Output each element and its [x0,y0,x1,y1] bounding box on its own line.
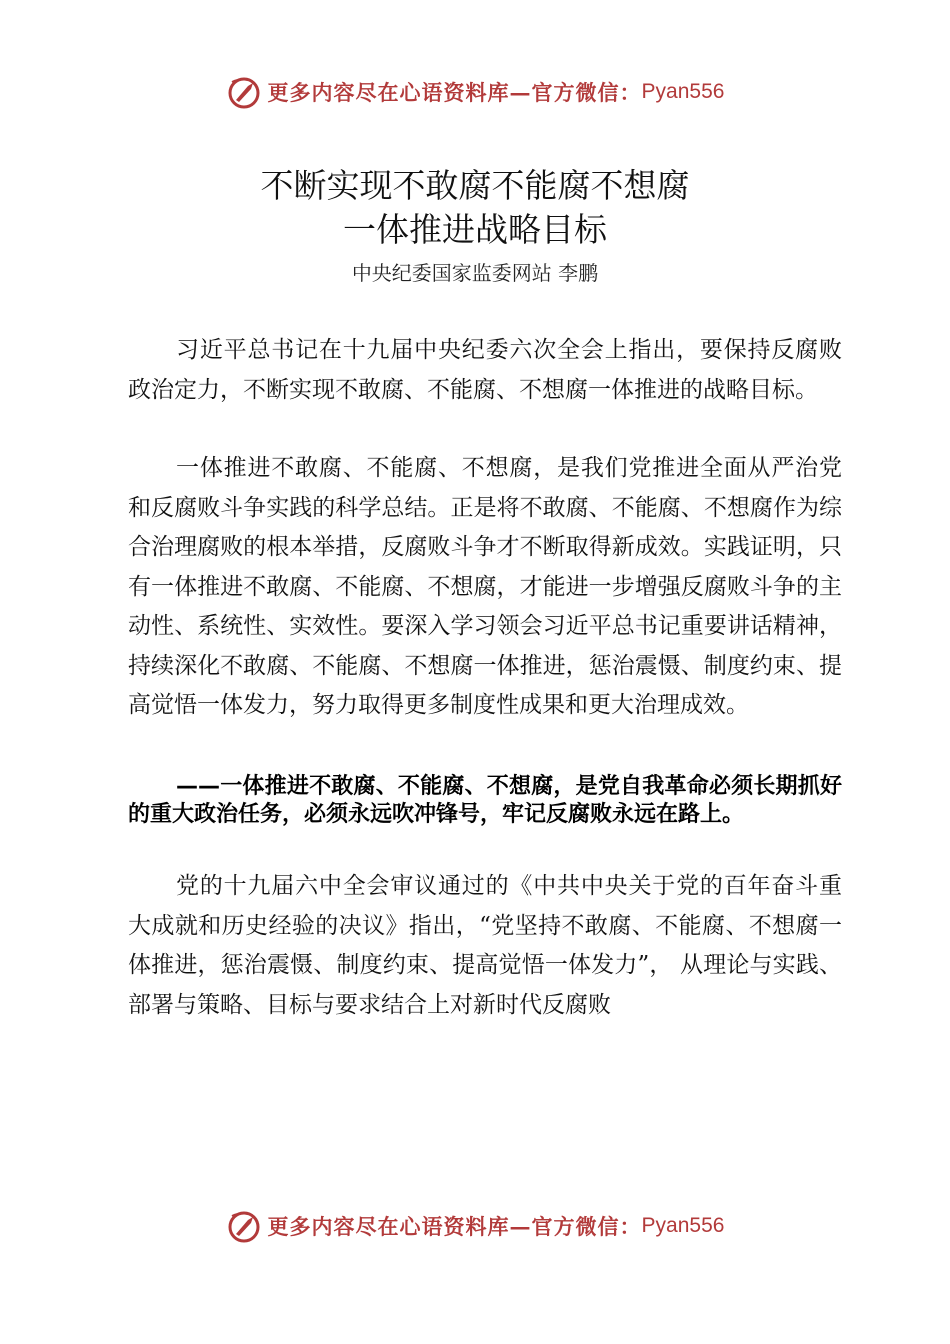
footer-banner [0,1208,950,1244]
section-heading: ——一体推进不敢腐、不能腐、不想腐，是党自我革命必须长期抓好的重大政治任务，必须永远吹冲锋号，牢记反腐败永远在路上。 [128,774,842,827]
footer-site-text: 更多内容尽在心语资料库—官方微信： [267,1214,642,1239]
pen-logo-icon [226,1208,262,1244]
article-title-line1: 不断实现不敢腐不能腐不想腐 [260,166,690,205]
banner-site-text: 更多内容尽在心语资料库—官方微信： [267,80,642,105]
paragraph-3: 党的十九届六中全会审议通过的《中共中央关于党的百年奋斗重大成就和历史经验的决议》指出，“党坚持不敢腐、不能腐、不想腐一体推进，惩治震慑、制度约束、提高觉悟一体发力”， 从理论与实践、部署与策略、目标与要求结合上对新时代反腐败 [128,873,842,1018]
article-title-line2: 一体推进战略目标 [343,210,607,249]
header-banner [0,74,950,110]
article-byline: 中央纪委国家监委网站 李鹏 [351,261,599,285]
pen-logo-icon [226,74,262,110]
paragraph-1: 习近平总书记在十九届中央纪委六次全会上指出，要保持反腐败政治定力，不断实现不敢腐、不能腐、不想腐一体推进的战略目标。 [128,337,842,403]
banner-wechat-id: Pyan556 [641,80,725,103]
paragraph-2: 一体推进不敢腐、不能腐、不想腐，是我们党推进全面从严治党和反腐败斗争实践的科学总结。正是将不敢腐、不能腐、不想腐作为综合治理腐败的根本举措，反腐败斗争才不断取得新成效。实践证明，只有一体推进不敢腐、不能腐、不想腐，才能进一步增强反腐败斗争的主动性、系统性、实效性。要深入学习领会习近平总书记重要讲话精神，持续深化不敢腐、不能腐、不想腐一体推进，惩治震慑、制度约束、提高觉悟一体发力，努力取得更多制度性成果和更大治理成效。 [128,455,842,718]
footer-wechat-id: Pyan556 [641,1214,725,1237]
